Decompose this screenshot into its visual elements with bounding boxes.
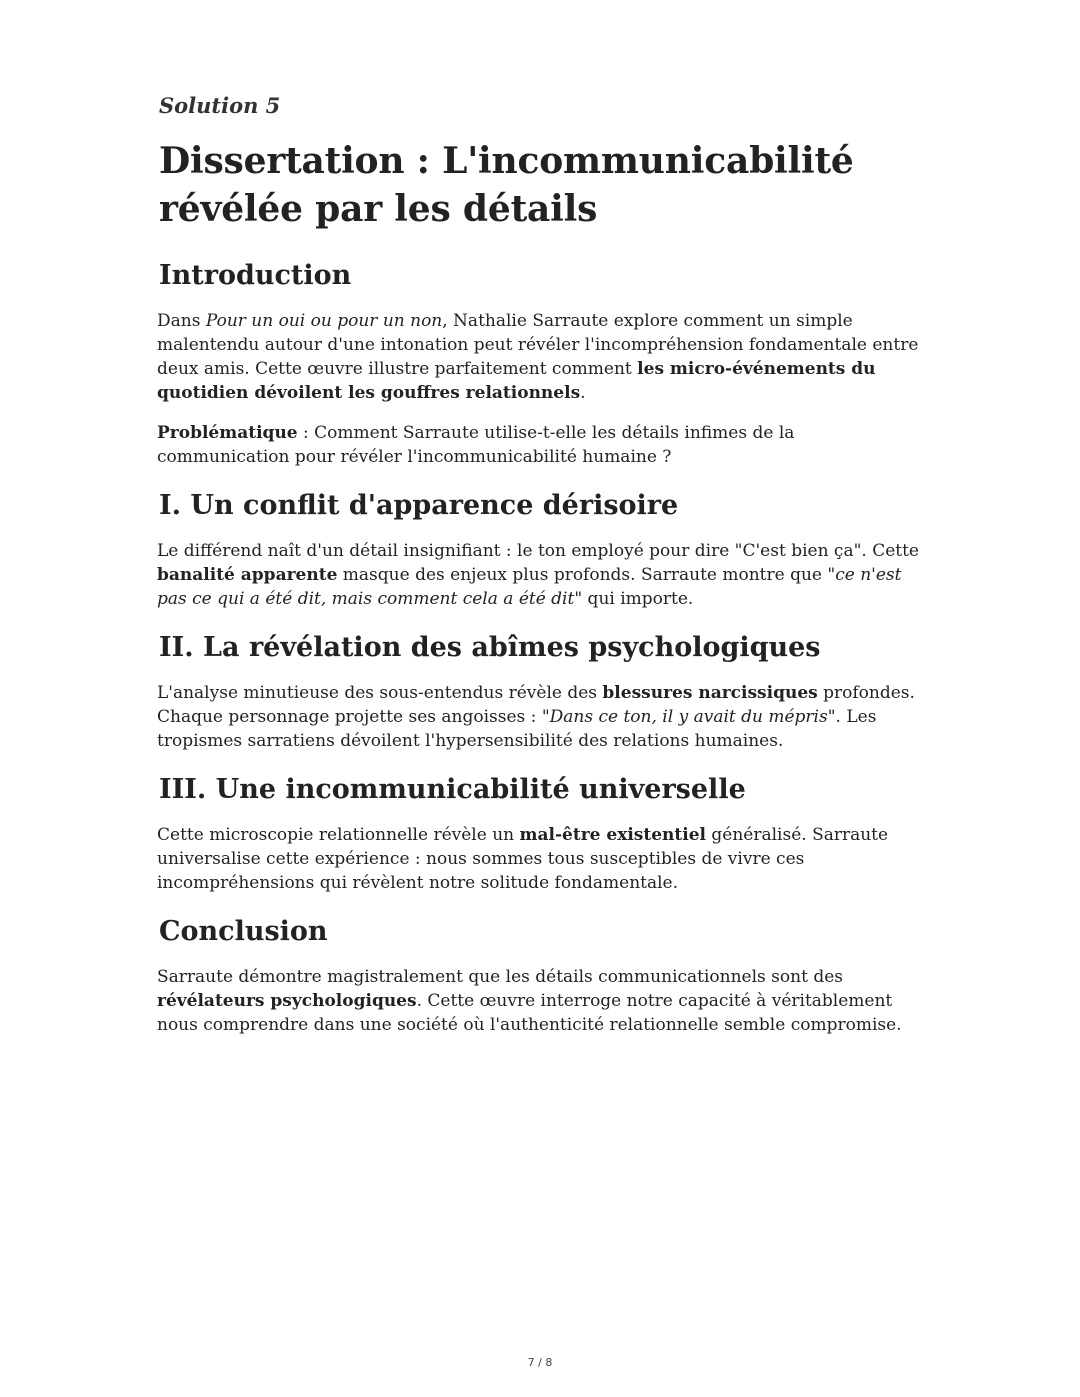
conclusion-section <box>157 915 927 1037</box>
document-page <box>157 92 927 1057</box>
page-title: Dissertation : L'incommunicabilité révélée par les détails <box>159 140 854 231</box>
part-one-section <box>157 489 927 611</box>
quote: "Dans ce ton, il y avait du mépris" <box>541 707 836 728</box>
conclusion-paragraph: Sarraute démontre magistralement que les détails communicationnels sont des révélateurs psychologiques. Cette œuvre interroge notre capacité à véritablement nous comprendre dans une société où l'authenticité relationnelle semble compromise. <box>157 967 902 1036</box>
emphasis: blessures narcissiques <box>602 683 818 704</box>
conclusion-heading: Conclusion <box>159 916 328 948</box>
part-three-heading: III. Une incommunicabilité universelle <box>159 774 746 806</box>
introduction-heading: Introduction <box>159 260 352 292</box>
emphasis: banalité apparente <box>157 565 338 586</box>
quote: "ce n'est pas ce qui a été dit, mais comment cela a été dit" <box>157 565 902 610</box>
introduction-paragraph: Dans Pour un oui ou pour un non, Nathalie Sarraute explore comment un simple malentendu autour d'une intonation peut révéler l'incompréhension fondamentale entre deux amis. Cette œuvre illustre parfaitement comment les micro-événements du quotidien dévoilent les gouffres relationnels. <box>157 311 919 404</box>
page-number: 7 / 8 <box>527 1356 553 1369</box>
work-title: Pour un oui ou pour un non <box>205 311 443 332</box>
solution-label: Solution 5 <box>159 93 281 118</box>
part-one-paragraph: Le différend naît d'un détail insignifiant : le ton employé pour dire "C'est bien ça". Cette banalité apparente masque des enjeux plus profonds. Sarraute montre que "ce n'est pas ce qui a été dit, mais comment cela a été dit" qui importe. <box>157 541 919 610</box>
part-two-section <box>157 631 927 753</box>
emphasis: les micro-événements du quotidien dévoilent les gouffres relationnels <box>157 359 876 404</box>
part-two-heading: II. La révélation des abîmes psychologiques <box>159 632 821 664</box>
introduction-section <box>157 259 927 469</box>
part-three-section <box>157 773 927 895</box>
emphasis: révélateurs psychologiques <box>157 991 417 1012</box>
problematique-label: Problématique <box>157 423 298 444</box>
part-three-paragraph: Cette microscopie relationnelle révèle un mal-être existentiel généralisé. Sarraute universalise cette expérience : nous sommes tous susceptibles de vivre ces incompréhensions qui révèlent notre solitude fondamentale. <box>157 825 889 894</box>
part-one-heading: I. Un conflit d'apparence dérisoire <box>159 490 679 522</box>
part-two-paragraph: L'analyse minutieuse des sous-entendus révèle des blessures narcissiques profondes. Chaque personnage projette ses angoisses : "Dans ce ton, il y avait du mépris". Les tropismes sarratiens dévoilent l'hypersensibilité des relations humaines. <box>157 683 915 752</box>
emphasis: mal-être existentiel <box>519 825 706 846</box>
problematique-paragraph: Problématique : Comment Sarraute utilise-t-elle les détails infimes de la communication pour révéler l'incommunicabilité humaine ? <box>157 423 795 468</box>
